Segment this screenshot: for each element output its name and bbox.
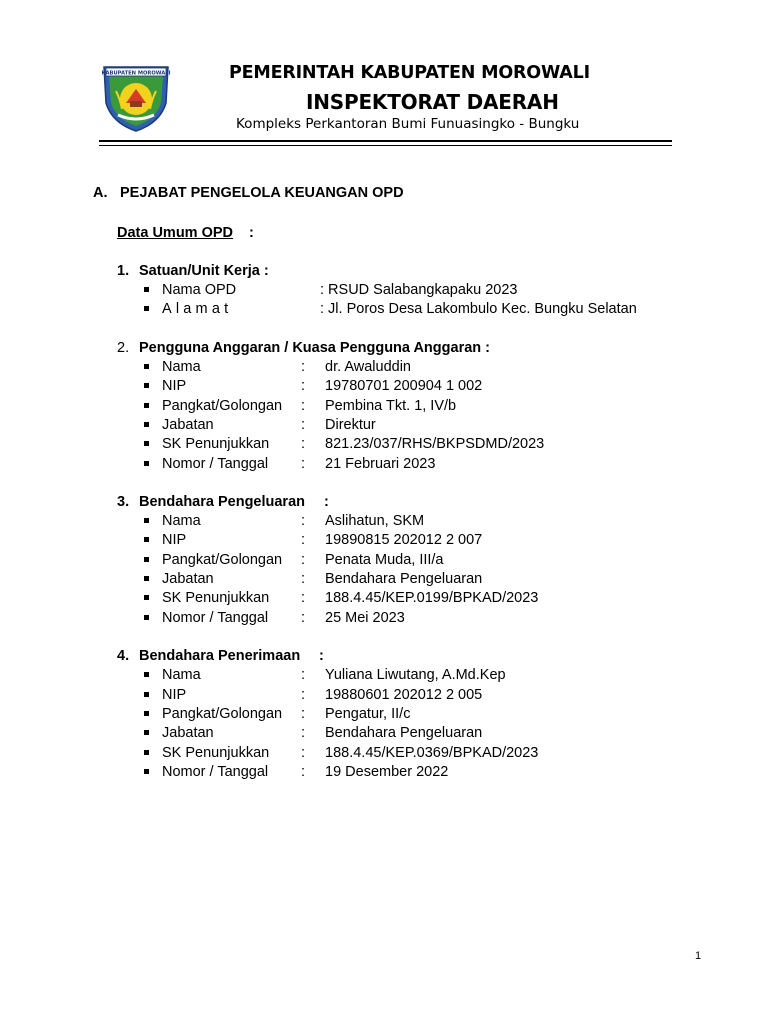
field-value: Bendahara Pengeluaran xyxy=(325,725,483,741)
field-value: 19890815 202012 2 007 xyxy=(325,532,483,548)
field-colon: : xyxy=(301,725,306,741)
field-value: Aslihatun, SKM xyxy=(325,513,425,529)
field-label: Pangkat/Golongan xyxy=(162,398,283,414)
field-label: SK Penunjukkan xyxy=(162,745,270,761)
item-1-number: 1. xyxy=(117,263,130,279)
field-colon: : xyxy=(301,687,306,703)
field-colon: : xyxy=(301,378,306,394)
field-label: NIP xyxy=(162,532,187,548)
field-colon: : xyxy=(301,571,306,587)
bullet-icon xyxy=(144,461,149,466)
field-colon: : xyxy=(301,764,306,780)
bullet-icon xyxy=(144,518,149,523)
bullet-icon xyxy=(144,287,149,292)
field-label: SK Penunjukkan xyxy=(162,590,270,606)
field-colon: : xyxy=(301,436,306,452)
bullet-icon xyxy=(144,769,149,774)
item-1-title: Satuan/Unit Kerja : xyxy=(139,263,269,279)
field-label: SK Penunjukkan xyxy=(162,436,270,452)
header-divider-thin xyxy=(99,145,672,146)
field-label: Nama OPD xyxy=(162,282,237,298)
bullet-icon xyxy=(144,383,149,388)
bullet-icon xyxy=(144,615,149,620)
field-label: Jabatan xyxy=(162,571,214,587)
bullet-icon xyxy=(144,750,149,755)
section-letter: A. xyxy=(93,185,108,201)
bullet-icon xyxy=(144,403,149,408)
item-4-colon: : xyxy=(319,648,324,664)
field-label: Pangkat/Golongan xyxy=(162,552,283,568)
item-3-number: 3. xyxy=(117,494,130,510)
field-label: Jabatan xyxy=(162,725,214,741)
regency-emblem-logo xyxy=(100,63,172,133)
field-value: 19880601 202012 2 005 xyxy=(325,687,483,703)
item-3-title: Bendahara Pengeluaran xyxy=(139,494,305,510)
field-label: Nomor / Tanggal xyxy=(162,610,269,626)
bullet-icon xyxy=(144,576,149,581)
field-label: Jabatan xyxy=(162,417,214,433)
field-label: Nama xyxy=(162,667,201,683)
field-value: Pengatur, II/c xyxy=(325,706,411,722)
field-value: 21 Februari 2023 xyxy=(325,456,436,472)
field-colon: : xyxy=(301,532,306,548)
field-value: 25 Mei 2023 xyxy=(325,610,405,626)
field-colon: : xyxy=(301,552,306,568)
bullet-icon xyxy=(144,306,149,311)
header-address: Kompleks Perkantoran Bumi Funuasingko - Bungku xyxy=(236,116,580,132)
logo-lettering: KABUPATEN MOROWALI xyxy=(101,70,171,77)
item-4-number: 4. xyxy=(117,648,130,664)
data-umum-colon: : xyxy=(249,225,254,241)
bullet-icon xyxy=(144,672,149,677)
field-value: : RSUD Salabangkapaku 2023 xyxy=(320,282,518,298)
header-divider-thick xyxy=(99,140,672,142)
field-value: 19 Desember 2022 xyxy=(325,764,449,780)
field-value: 821.23/037/RHS/BKPSDMD/2023 xyxy=(325,436,545,452)
field-colon: : xyxy=(301,706,306,722)
header-agency-name: INSPEKTORAT DAERAH xyxy=(306,90,559,114)
bullet-icon xyxy=(144,692,149,697)
field-colon: : xyxy=(301,590,306,606)
bullet-icon xyxy=(144,595,149,600)
bullet-icon xyxy=(144,711,149,716)
section-title: PEJABAT PENGELOLA KEUANGAN OPD xyxy=(120,185,404,201)
field-label: Nomor / Tanggal xyxy=(162,456,269,472)
bullet-icon xyxy=(144,364,149,369)
field-value: Pembina Tkt. 1, IV/b xyxy=(325,398,457,414)
header-government-name: PEMERINTAH KABUPATEN MOROWALI xyxy=(229,63,590,83)
field-value: 188.4.45/KEP.0369/BPKAD/2023 xyxy=(325,745,539,761)
bullet-icon xyxy=(144,537,149,542)
field-value: dr. Awaluddin xyxy=(325,359,411,375)
field-colon: : xyxy=(301,745,306,761)
field-colon: : xyxy=(301,398,306,414)
field-value: 19780701 200904 1 002 xyxy=(325,378,483,394)
field-label: Nomor / Tanggal xyxy=(162,764,269,780)
field-value: Bendahara Pengeluaran xyxy=(325,571,483,587)
field-colon: : xyxy=(301,456,306,472)
item-2-number: 2. xyxy=(117,340,130,356)
field-label: NIP xyxy=(162,687,187,703)
field-colon: : xyxy=(301,513,306,529)
item-2-title: Pengguna Anggaran / Kuasa Pengguna Anggaran : xyxy=(139,340,490,356)
field-value: 188.4.45/KEP.0199/BPKAD/2023 xyxy=(325,590,539,606)
bullet-icon xyxy=(144,557,149,562)
field-label: Nama xyxy=(162,513,201,529)
field-value: Yuliana Liwutang, A.Md.Kep xyxy=(325,667,506,683)
field-value: Direktur xyxy=(325,417,376,433)
field-value: Penata Muda, III/a xyxy=(325,552,444,568)
field-label: Pangkat/Golongan xyxy=(162,706,283,722)
bullet-icon xyxy=(144,422,149,427)
field-label: Alamat xyxy=(162,301,233,317)
field-label: NIP xyxy=(162,378,187,394)
field-value: : Jl. Poros Desa Lakombulo Kec. Bungku Selatan xyxy=(320,301,637,317)
field-colon: : xyxy=(301,667,306,683)
item-4-title: Bendahara Penerimaan xyxy=(139,648,301,664)
page-number: 1 xyxy=(695,950,702,962)
field-colon: : xyxy=(301,610,306,626)
bullet-icon xyxy=(144,441,149,446)
field-label: Nama xyxy=(162,359,201,375)
data-umum-heading: Data Umum OPD xyxy=(117,225,234,241)
bullet-icon xyxy=(144,730,149,735)
field-colon: : xyxy=(301,359,306,375)
item-3-colon: : xyxy=(324,494,329,510)
field-colon: : xyxy=(301,417,306,433)
